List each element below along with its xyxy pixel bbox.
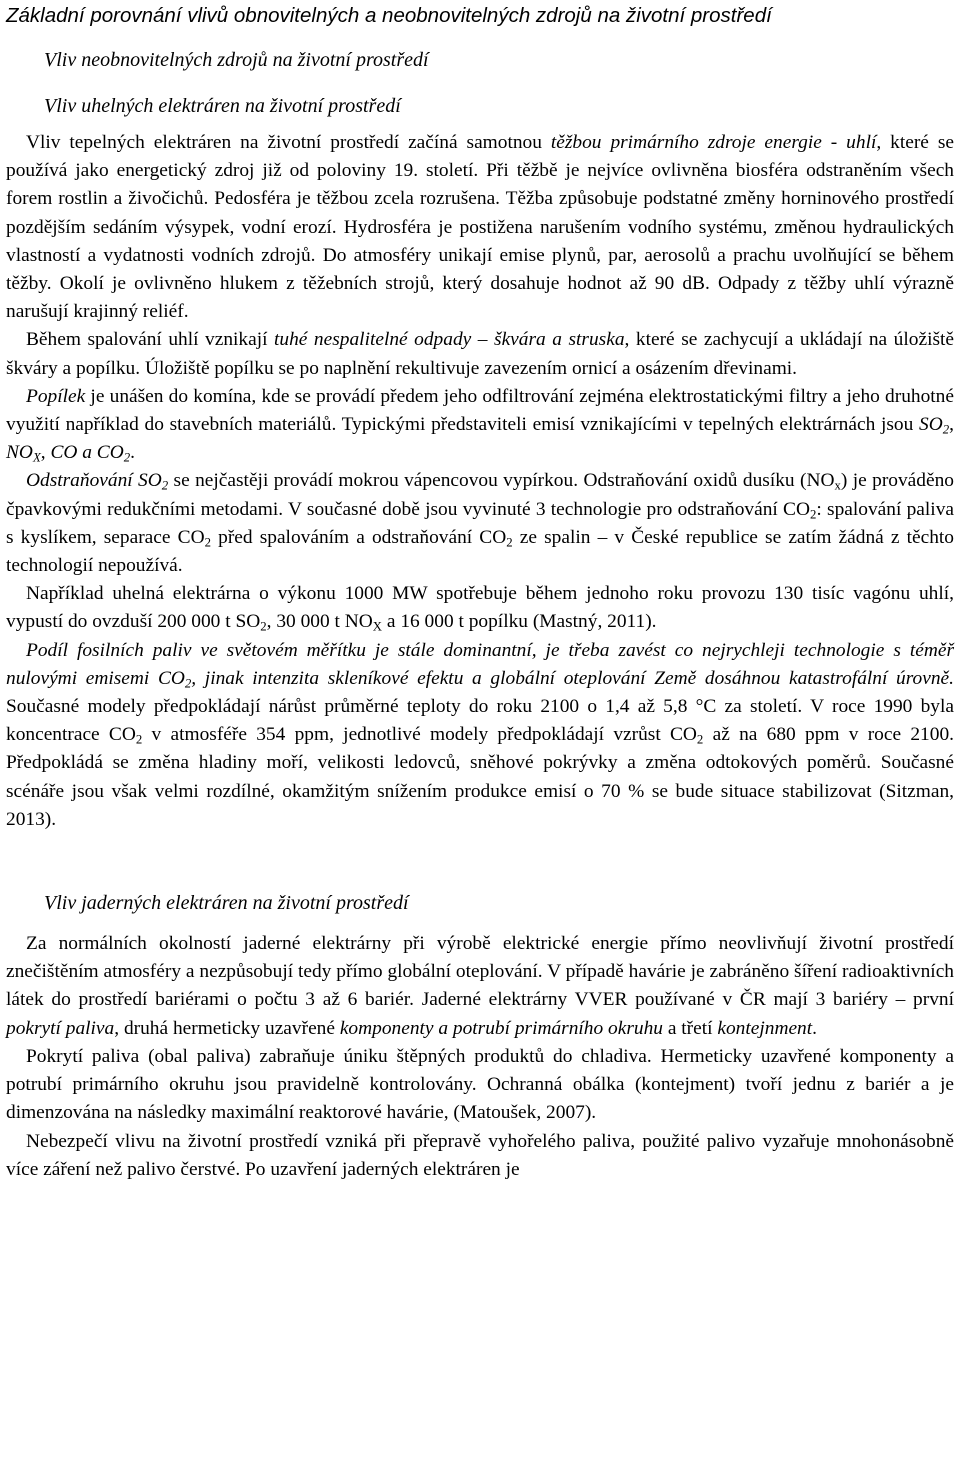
paragraph-plant-example: Například uhelná elektrárna o výkonu 1000 MW spotřebuje během jednoho roku provozu 130 tisíc vagónu uhlí, vypustí do ovzduší 200 000 t $SO_2$, 30 000 t $NO_X$ a 16 000 t popílku (Mastný, 2011).: [6, 583, 954, 635]
paragraph-combustion-waste: Během spalování uhlí vznikají tuhé nespalitelné odpady – škvára a struska, které se zachycují a ukládají na úložiště škváry a popílku. Úložiště popílku se po naplnění rekultivuje zavezením ornicí a osázením dřevinami.: [6, 329, 954, 379]
subsection-heading-nuclear: Vliv jaderných elektráren na životní prostředí: [44, 892, 409, 915]
paragraph-spent-fuel: Nebezpečí vlivu na životní prostředí vzniká při přepravě vyhořelého paliva, použité palivo vyzařuje mnohonásobně více záření než palivo čerstvé. Po uzavření jaderných elektráren je: [6, 1130, 954, 1180]
paragraph-nuclear-barriers: Za normálních okolností jaderné elektrárny při výrobě elektrické energie přímo neovlivňují životní prostředí znečištěním atmosféry a nezpůsobují tedy přímo globální oteplování. V případě havárie je zabráněno šíření radioaktivních látek do prostředí bariérami o počtu 3 až 6 bariér. Jaderné elektrárny VVER používané v ČR mají 3 bariéry – první pokrytí paliva, druhá hermeticky uzavřené komponenty a potrubí primárního okruhu a třetí kontejnment.: [6, 933, 954, 1039]
paragraph-fossil-climate: Podíl fosilních paliv ve světovém měřítku je stále dominantní, je třeba zavést co nejrychleji technologie s téměř nulovými emisemi $CO_2$, jinak intenzita skleníkové efektu a globální oteplování Země dosáhnou katastrofální úrovně. Současné modely předpokládají nárůst průměrné teploty do roku 2100 o 1,4 až 5,8 °C za století. V roce 1990 byla koncentrace $CO_2$ v atmosféře 354 ppm, jednotlivé modely předpokládají vzrůst $CO_2$ až na 680 ppm v roce 2100. Předpokládá se změna hladiny moří, velikosti ledovců, sněhové pokrývky a změna odtokových poměrů. Současné scénáře jsou však velmi rozdílné, okamžitým snížením produkce emisí o 70 % se bude situace stabilizovat (Sitzman, 2013).: [6, 639, 955, 830]
paragraph-emission-removal: Odstraňování $SO_2$ se nejčastěji provádí mokrou vápencovou vypírkou. Odstraňování oxidů dusíku $(NO_x)$ je prováděno čpavkovými redukčními metodami. V současné době jsou vyvinuté 3 technologie pro odstraňování $CO_2$: spalování paliva s kyslíkem, separace $CO_2$ před spalováním a odstraňování $CO_2$ ze spalin – v České republice se zatím žádná z těchto technologií nepoužívá.: [6, 470, 955, 577]
subsection-heading-coal: Vliv uhelných elektráren na životní prostředí: [44, 95, 401, 117]
paragraph-coal-mining: Vliv tepelných elektráren na životní prostředí začíná samotnou těžbou primárního zdroje energie - uhlí, které se používá jako energetický zdroj již od poloviny 19. století. Při těžbě je nejvíce ovlivněna biosféra odstraněním všech forem rostlin a živočichů. Pedosféra je těžbou zcela rozrušena. Těžba způsobuje podstatné změny horninového prostředí pozdějším sedáním výsypek, vodní erozí. Hydrosféra je postižena narušením vodního systému, změnou hydraulických vlastností a vydatnosti vodních zdrojů. Do atmosféry unikají emise plynů, par, aerosolů a prachu uvolňující se během těžby. Okolí je ovlivněno hlukem z těžebních strojů, který dosahuje hodnot až 90 dB. Odpady z těžby uhlí výrazně narušují krajinný reliéf.: [6, 132, 954, 323]
main-heading: Základní porovnání vlivů obnovitelných a neobnovitelných zdrojů na životní prostředí: [6, 4, 772, 27]
section-heading-nonrenewable: Vliv neobnovitelných zdrojů na životní prostředí: [44, 49, 429, 71]
paragraph-fly-ash: Popílek je unášen do komína, kde se provádí předem jeho odfiltrování zejména elektrostatickými filtry a jeho druhotné využití například do stavebních materiálů. Typickými představiteli emisí vznikajícími v tepelných elektrárnách jsou $SO_2$, $NO_X$, CO a $CO_2$.: [6, 385, 954, 465]
paragraph-fuel-cladding: Pokrytí paliva (obal paliva) zabraňuje úniku štěpných produktů do chladiva. Hermeticky uzavřené komponenty a potrubí primárního okruhu jsou pravidelně kontrolovány. Ochranná obálka (kontejment) tvoří jednu z bariér a je dimenzována na následky maximální reaktorové havárie, (Matoušek, 2007).: [6, 1045, 954, 1124]
